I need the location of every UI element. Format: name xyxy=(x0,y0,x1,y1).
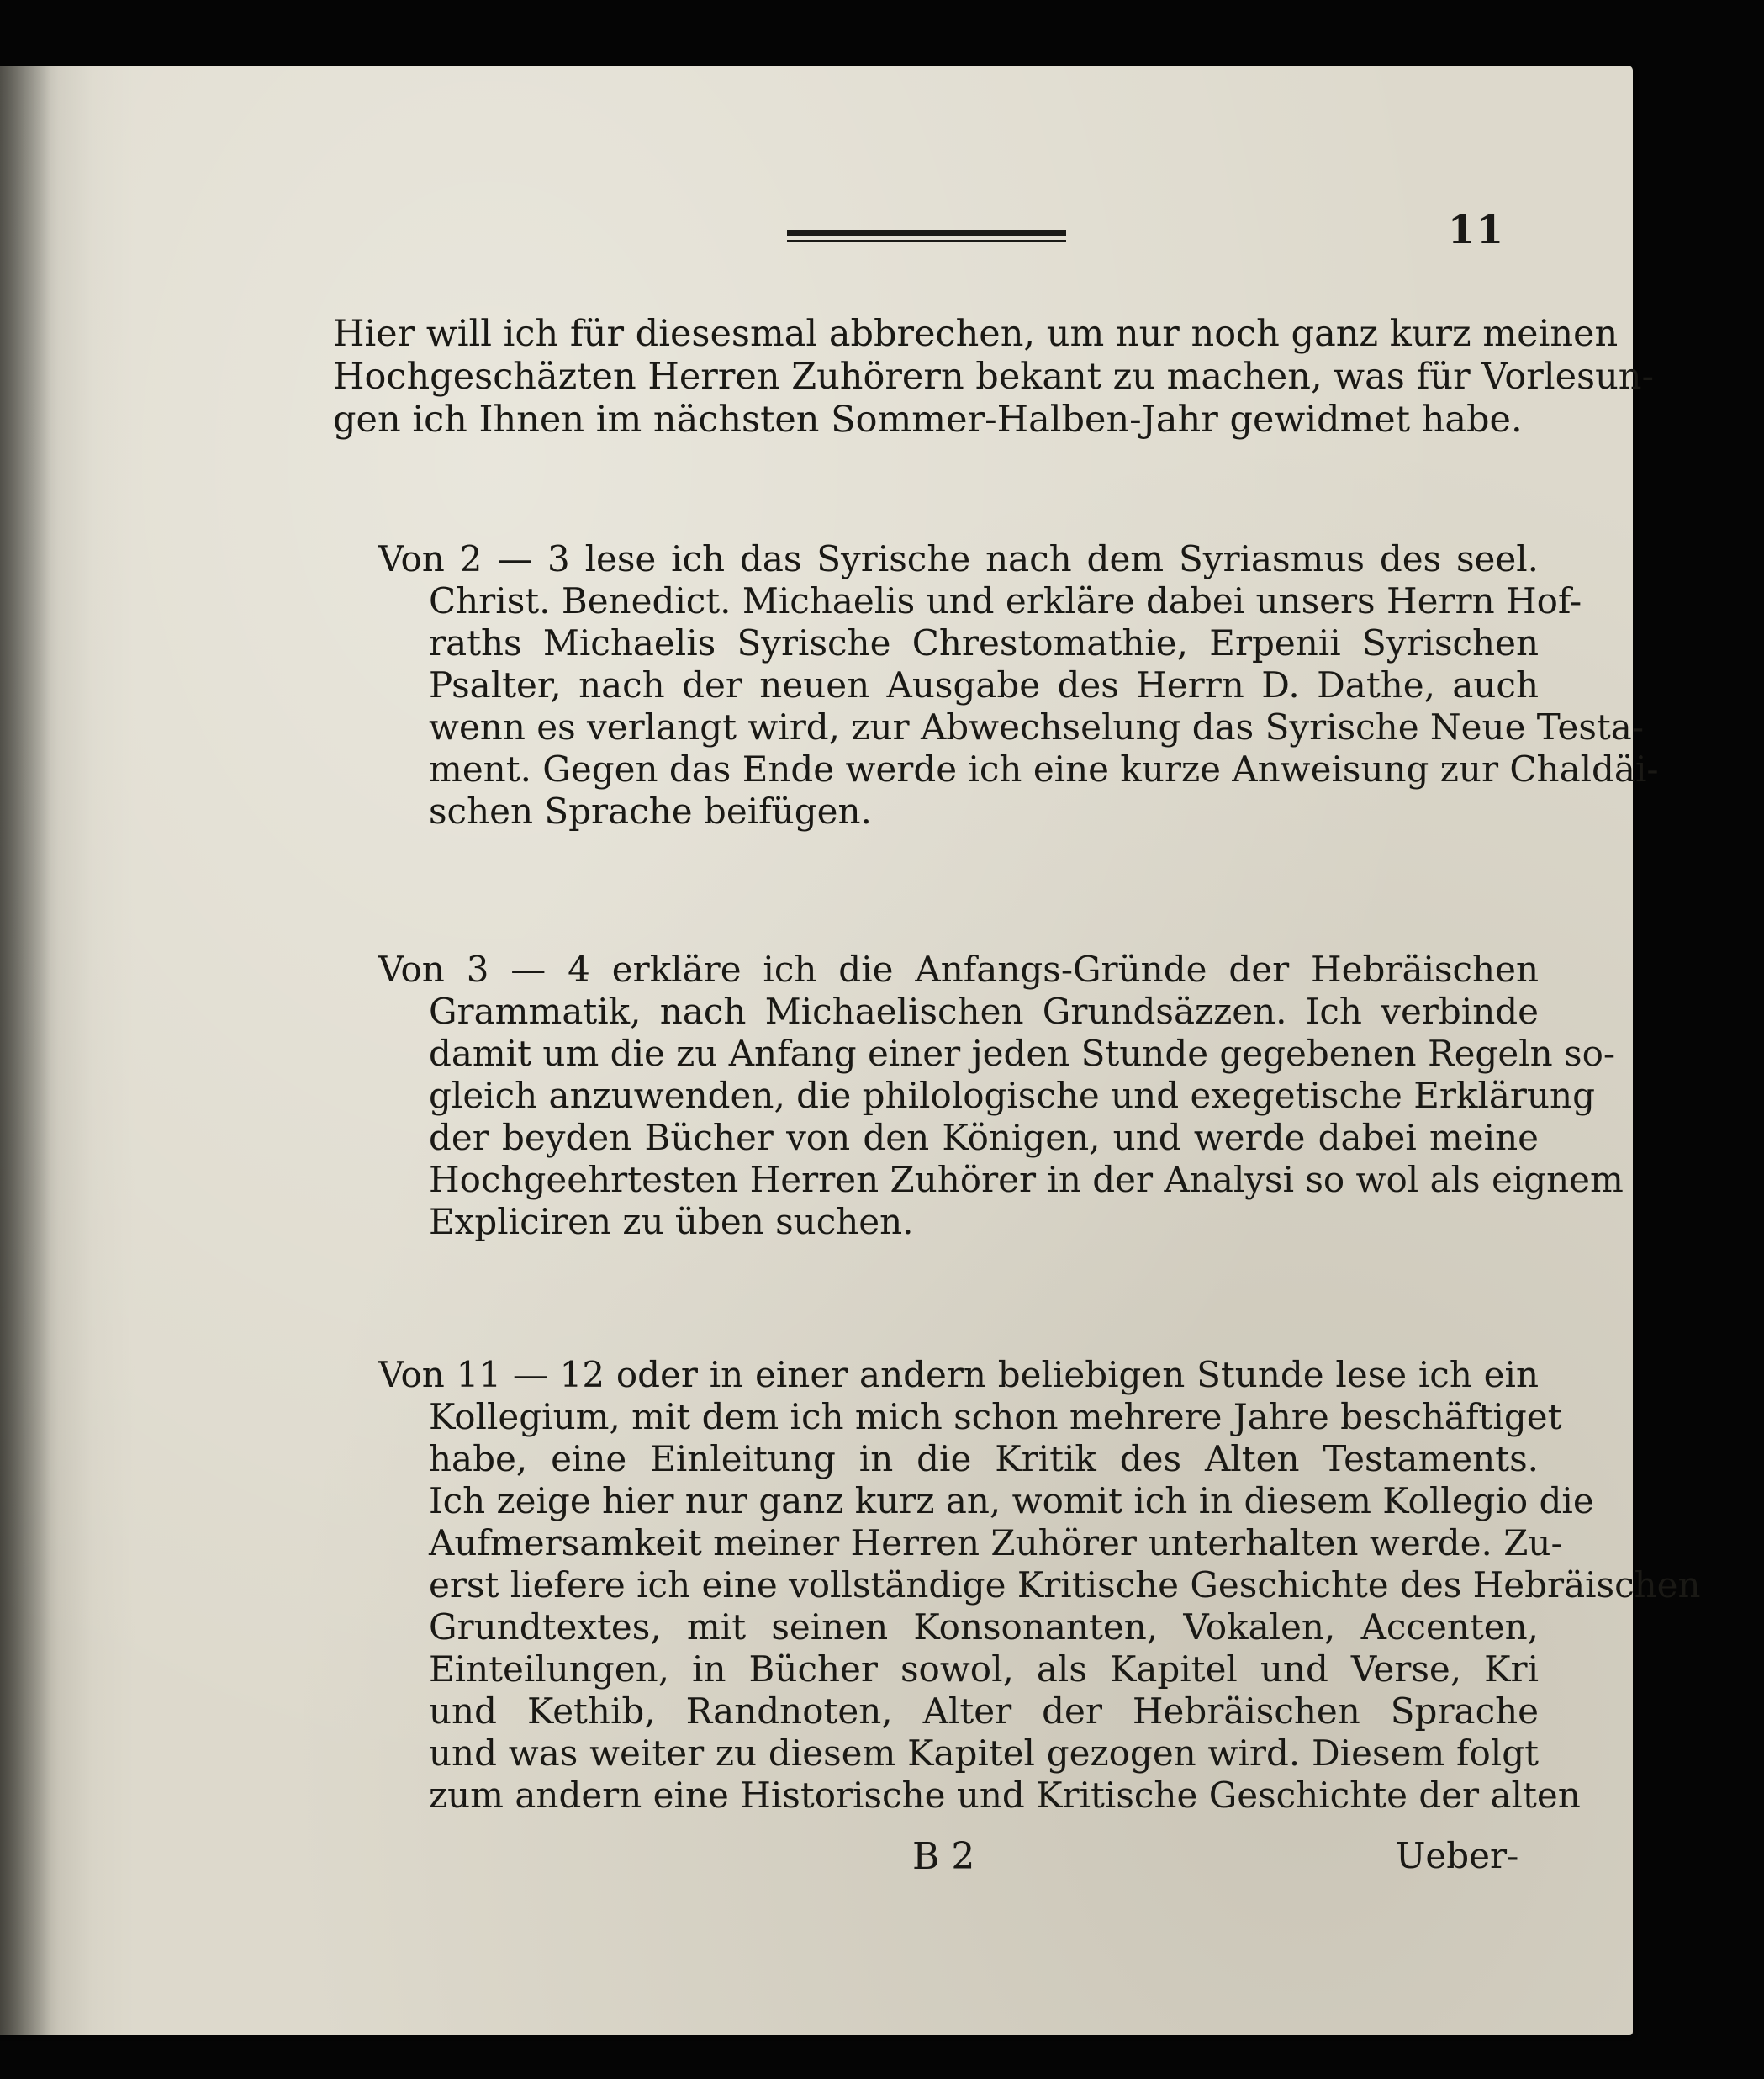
text-line: Von 2 — 3 lese ich das Syrische nach dem Syriasmus des seel. xyxy=(378,538,1539,579)
page-number: 11 xyxy=(1448,207,1506,252)
text-line: Hochgeehrtesten Herren Zuhörer in der Analysi so wol als eignem xyxy=(429,1159,1624,1200)
text-line: Psalter, nach der neuen Ausgabe des Herrn D. Dathe, auch xyxy=(429,664,1539,706)
text-line: Grundtextes, mit seinen Konsonanten, Vokalen, Accenten, xyxy=(429,1606,1539,1648)
text-line: Grammatik, nach Michaelischen Grundsäzzen. Ich verbinde xyxy=(429,991,1539,1032)
text-line: raths Michaelis Syrische Chrestomathie, Erpenii Syrischen xyxy=(429,622,1539,664)
text-line: Von 11 — 12 oder in einer andern beliebigen Stunde lese ich ein xyxy=(378,1354,1539,1395)
text-line: gen ich Ihnen im nächsten Sommer-Halben-Jahr gewidmet habe. xyxy=(333,399,1523,441)
header-rule-thin xyxy=(787,240,1066,242)
section-syriac xyxy=(378,538,1659,833)
text-line: Hochgeschäzten Herren Zuhörern bekant zu machen, was für Vorlesun- xyxy=(333,356,1655,398)
text-line: Einteilungen, in Bücher sowol, als Kapitel und Verse, Kri xyxy=(429,1648,1539,1690)
text-line: schen Sprache beifügen. xyxy=(429,791,872,832)
text-line: Expliciren zu üben suchen. xyxy=(429,1201,914,1242)
text-line: Kollegium, mit dem ich mich schon mehrere Jahre beschäftiget xyxy=(429,1396,1562,1437)
text-line: wenn es verlangt wird, zur Abwechselung das Syrische Neue Testa- xyxy=(429,706,1645,748)
text-line: Von 3 — 4 erkläre ich die Anfangs-Gründe der Hebräischen xyxy=(378,949,1539,990)
catchword: Ueber- xyxy=(1396,1835,1519,1876)
text-line: Hier will ich für diesesmal abbrechen, um nur noch ganz kurz meinen xyxy=(333,313,1619,355)
section-textual-criticism xyxy=(378,1354,1701,1817)
text-line: und was weiter zu diesem Kapitel gezogen wird. Diesem folgt xyxy=(429,1732,1539,1774)
text-line: erst liefere ich eine vollständige Kritische Geschichte des Hebräischen xyxy=(429,1564,1701,1606)
text-line: Christ. Benedict. Michaelis und erkläre dabei unsers Herrn Hof- xyxy=(429,580,1582,622)
gutter-shadow xyxy=(0,66,50,2035)
header-rule xyxy=(787,230,1066,242)
text-line: habe, eine Einleitung in die Kritik des Alten Testaments. xyxy=(429,1438,1539,1479)
text-line: und Kethib, Randnoten, Alter der Hebräischen Sprache xyxy=(429,1690,1539,1732)
text-line: zum andern eine Historische und Kritische Geschichte der alten xyxy=(429,1775,1581,1816)
intro-paragraph xyxy=(333,313,1655,442)
text-line: der beyden Bücher von den Königen, und werde dabei meine xyxy=(429,1117,1539,1158)
header-rule-thick xyxy=(787,230,1066,236)
text-line: Ich zeige hier nur ganz kurz an, womit ich in diesem Kollegio die xyxy=(429,1480,1594,1521)
text-line: Aufmersamkeit meiner Herren Zuhörer unterhalten werde. Zu- xyxy=(429,1522,1563,1563)
section-hebrew-grammar xyxy=(378,949,1624,1243)
text-line: gleich anzuwenden, die philologische und exegetische Erklärung xyxy=(429,1075,1595,1116)
text-line: damit um die zu Anfang einer jeden Stunde gegebenen Regeln so- xyxy=(429,1033,1616,1074)
text-line: ment. Gegen das Ende werde ich eine kurze Anweisung zur Chaldäi- xyxy=(429,749,1659,790)
signature-mark: B 2 xyxy=(912,1835,975,1878)
